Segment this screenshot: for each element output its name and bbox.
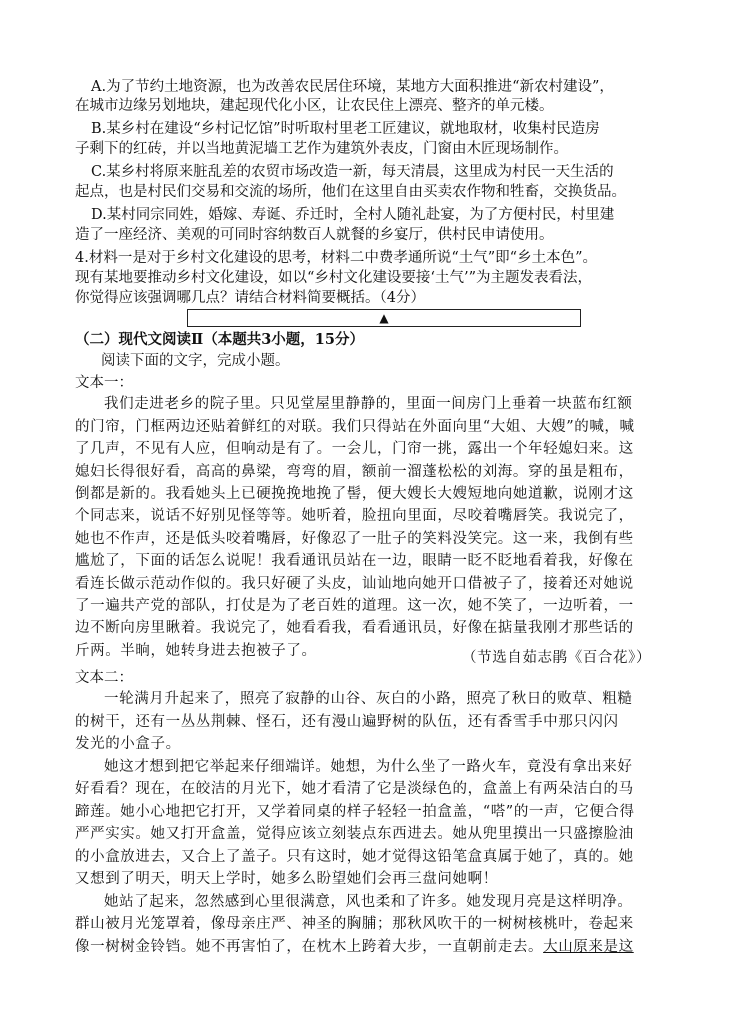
text1-line: 媳妇长得很好看，高高的鼻梁，弯弯的眉，额前一溜蓬松松的刘海。穿的虽是粗布， bbox=[75, 464, 634, 480]
question-4-line-2: 现有某地要推动乡村文化建设，如以“乡村文化建设要接‘土气’”为主题发表看法， bbox=[75, 270, 593, 286]
text1-line: 边不断向房里瞅着。我说完了，她看看我，看看通讯员，好像在掂量我刚才那些话的 bbox=[75, 620, 634, 636]
text1-line: 尴尬了，下面的话怎么说呢！我看通讯员站在一边，眼睛一眨不眨地看着我，好像在 bbox=[75, 553, 634, 569]
text2-line: 她这才想到把它举起来仔细端详。她想，为什么坐了一路火车，竟没有拿出来好 bbox=[104, 759, 633, 775]
text1-line: 斤两。半晌，她转身进去抱被子了。 bbox=[75, 643, 317, 659]
text1-line: 个同志来，说话不好别见怪等等。她听着，脸扭向里面，尽咬着嘴唇笑。我说完了， bbox=[75, 508, 634, 524]
text2-line: 好看看？现在，在皎洁的月光下，她才看清了它是淡绿色的，盒盖上有两朵洁白的马 bbox=[75, 781, 634, 797]
text2-line: 她站了起来，忽然感到心里很满意，风也柔和了许多。她发现月亮是这样明净。 bbox=[104, 894, 633, 910]
section-title: （二）现代文阅读Ⅱ（本题共3小题，15分） bbox=[75, 331, 364, 348]
text1-line: 倒都是新的。我看她头上已硬挽挽地挽了髻，便大嫂长大嫂短地向她道歉，说刚才这 bbox=[75, 486, 634, 502]
text2-line: 的小盒放进去，又合上了盖子。只有这时，她才觉得这铅笔盒真属于她了，真的。她 bbox=[75, 849, 634, 865]
text1-line: 她也不作声，还是低头咬着嘴唇，好像忍了一肚子的笑料没笑完。这一来，我倒有些 bbox=[75, 531, 634, 547]
text2-line: 一轮满月升起来了，照亮了寂静的山谷、灰白的小路，照亮了秋日的败草、粗糙 bbox=[104, 691, 633, 707]
text2-line: 的树干，还有一丛丛荆棘、怪石，还有漫山遍野树的队伍，还有香雪手中那只闪闪 bbox=[75, 714, 619, 730]
text1-line: 了一遍共产党的部队，打仗是为了老百姓的道理。这一次，她不笑了，一边听着，一 bbox=[75, 598, 634, 614]
answer-marker: ▲ bbox=[379, 311, 389, 325]
answer-box[interactable] bbox=[187, 309, 581, 327]
text2-label: 文本二： bbox=[75, 670, 133, 686]
text2-line: 蹄莲。她小心地把它打开，又学着同桌的样子轻轻一拍盒盖，“嗒”的一声，它便合得 bbox=[75, 804, 635, 820]
option-b-line-2: 子剩下的红砖，并以当地黄泥墙工艺作为建筑外表皮，门窗由木匠现场制作。 bbox=[75, 141, 568, 157]
question-4-line-1: 4.材料一是对于乡村文化建设的思考，材料二中费孝通所说“土气”即“乡土本色”。 bbox=[75, 250, 597, 266]
option-c-line-2: 起点，也是村民们交易和交流的场所，他们在这里自由买卖农作物和牲畜，交换货品。 bbox=[75, 184, 626, 200]
option-d-line-1: D.某村同宗同姓，婚嫁、寿诞、乔迁时，全村人随礼赴宴，为了方便村民，村里建 bbox=[91, 207, 615, 223]
option-a-line-2: 在城市边缘另划地块，建起现代化小区，让农民住上漂亮、整齐的单元楼。 bbox=[75, 98, 554, 114]
text1-line: 我们走进老乡的院子里。只见堂屋里静静的，里面一间房门上垂着一块蓝布红额 bbox=[104, 396, 633, 412]
text1-label: 文本一： bbox=[75, 375, 133, 391]
option-c-line-1: C.某乡村将原来脏乱差的农贸市场改造一新，每天清晨，这里成为村民一天生活的 bbox=[91, 164, 614, 180]
text1-line: 了几声，不见有人应，但响动是有了。一会儿，门帘一挑，露出一个年轻媳妇来。这 bbox=[75, 441, 634, 457]
option-a-line-1: A.为了节约土地资源，也为改善农民居住环境，某地方大面积推进“新农村建设”， bbox=[91, 79, 614, 95]
text2-line-last bbox=[75, 938, 634, 956]
text2-line: 发光的小盒子。 bbox=[75, 736, 181, 752]
text1-line: 看连长做示范动作似的。我只好硬了头皮，讪讪地向她开口借被子了，接着还对她说 bbox=[75, 576, 634, 592]
text1-source: （节选自茹志鹃《百合花》） bbox=[462, 650, 652, 666]
text2-line: 又想到了明天，明天上学时，她多么盼望她们会再三盘问她啊！ bbox=[75, 871, 498, 887]
text2-line: 群山被月光笼罩着，像母亲庄严、神圣的胸脯；那秋风吹干的一树树核桃叶，卷起来 bbox=[75, 916, 634, 932]
text2-line-text: 像一树树金铃铛。她不再害怕了，在枕木上跨着大步，一直朝前走去。 bbox=[75, 939, 544, 955]
option-d-line-2: 造了一座经济、美观的可同时容纳数百人就餐的乡宴厅，供村民申请使用。 bbox=[75, 227, 554, 243]
text1-line: 的门帘，门框两边还贴着鲜红的对联。我们只得站在外面向里“大姐、大嫂”的喊，喊 bbox=[75, 419, 635, 435]
option-b-line-1: B.某乡村在建设“乡村记忆馆”时听取村里老工匠建议，就地取材，收集村民造房 bbox=[91, 121, 600, 137]
text2-line: 严严实实。她又打开盒盖，觉得应该立刻装点东西进去。她从兜里摸出一只盛擦脸油 bbox=[75, 826, 634, 842]
underlined-phrase: 大山原来是这 bbox=[543, 939, 634, 955]
question-4-line-3: 你觉得应该强调哪几点？请结合材料简要概括。（4分） bbox=[75, 290, 425, 306]
instruction: 阅读下面的文字，完成小题。 bbox=[101, 353, 290, 369]
